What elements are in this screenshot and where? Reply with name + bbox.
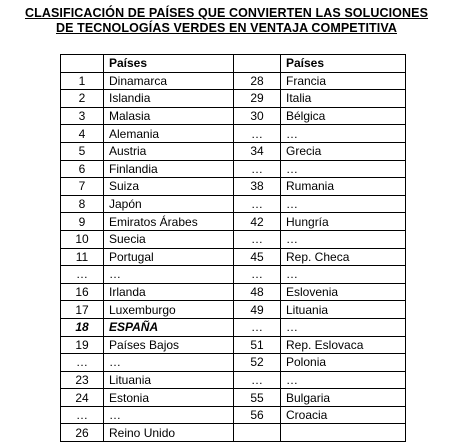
rank-left-cell: 23	[61, 371, 104, 389]
rank-right-cell: 29	[234, 90, 281, 108]
rank-right-cell: …	[234, 195, 281, 213]
document-title	[0, 6, 453, 36]
rank-right-cell: 30	[234, 107, 281, 125]
table-row	[61, 301, 406, 319]
header-rank-right	[234, 55, 281, 73]
rank-left-cell: 4	[61, 125, 104, 143]
table-row	[61, 336, 406, 354]
country-left-cell: Austria	[104, 142, 234, 160]
rank-right-cell: 56	[234, 406, 281, 424]
country-left-cell: Japón	[104, 195, 234, 213]
rank-right-cell	[234, 424, 281, 442]
table-row	[61, 107, 406, 125]
country-ranking-table	[60, 54, 406, 442]
table-row	[61, 389, 406, 407]
country-right-cell: Grecia	[281, 142, 406, 160]
country-right-cell	[281, 424, 406, 442]
country-right-cell: …	[281, 125, 406, 143]
rank-left-cell: 5	[61, 142, 104, 160]
rank-right-cell: …	[234, 160, 281, 178]
rank-left-cell: 9	[61, 213, 104, 231]
rank-left-cell: …	[61, 406, 104, 424]
country-right-cell: Bulgaria	[281, 389, 406, 407]
table-row	[61, 230, 406, 248]
rank-right-cell: 52	[234, 354, 281, 372]
country-left-cell: …	[104, 266, 234, 284]
title-line-2: DE TECNOLOGÍAS VERDES EN VENTAJA COMPETITIVA	[55, 21, 397, 35]
country-left-cell: Reino Unido	[104, 424, 234, 442]
table-row	[61, 283, 406, 301]
country-left-cell: Irlanda	[104, 283, 234, 301]
country-left-cell: Estonia	[104, 389, 234, 407]
country-right-cell: …	[281, 230, 406, 248]
rank-right-cell: 55	[234, 389, 281, 407]
table-header-row	[61, 55, 406, 73]
country-left-cell: Alemania	[104, 125, 234, 143]
table-row	[61, 248, 406, 266]
rank-right-cell: 34	[234, 142, 281, 160]
table-row	[61, 354, 406, 372]
country-right-cell: …	[281, 266, 406, 284]
country-left-cell: Malasia	[104, 107, 234, 125]
country-left-cell: Suiza	[104, 178, 234, 196]
table-row	[61, 160, 406, 178]
table-row	[61, 72, 406, 90]
rank-left-cell: 10	[61, 230, 104, 248]
rank-left-cell: 1	[61, 72, 104, 90]
country-right-cell: Bélgica	[281, 107, 406, 125]
country-right-cell: Rep. Checa	[281, 248, 406, 266]
table-row	[61, 142, 406, 160]
country-left-cell: Islandia	[104, 90, 234, 108]
country-right-cell: Hungría	[281, 213, 406, 231]
table-row	[61, 318, 406, 336]
country-right-cell: …	[281, 195, 406, 213]
rank-left-cell: 3	[61, 107, 104, 125]
table-row	[61, 266, 406, 284]
rank-right-cell: 45	[234, 248, 281, 266]
country-left-cell: …	[104, 354, 234, 372]
country-left-cell: Dinamarca	[104, 72, 234, 90]
rank-right-cell: …	[234, 125, 281, 143]
table-row	[61, 424, 406, 442]
country-right-cell: Francia	[281, 72, 406, 90]
header-country-left: Países	[104, 55, 234, 73]
rank-right-cell: 51	[234, 336, 281, 354]
rank-left-cell: 24	[61, 389, 104, 407]
country-right-cell: Eslovenia	[281, 283, 406, 301]
country-right-cell: Rumania	[281, 178, 406, 196]
rank-left-cell: 19	[61, 336, 104, 354]
rank-left-cell: 17	[61, 301, 104, 319]
country-right-cell: Polonia	[281, 354, 406, 372]
rank-right-cell: …	[234, 266, 281, 284]
rank-left-cell: 2	[61, 90, 104, 108]
rank-left-cell: 7	[61, 178, 104, 196]
country-right-cell: Rep. Eslovaca	[281, 336, 406, 354]
table-body	[61, 72, 406, 441]
country-left-cell: Países Bajos	[104, 336, 234, 354]
table-row	[61, 90, 406, 108]
country-left-cell: ESPAÑA	[104, 318, 234, 336]
table-row	[61, 213, 406, 231]
country-right-cell: Lituania	[281, 301, 406, 319]
country-left-cell: Luxemburgo	[104, 301, 234, 319]
rank-left-cell: 6	[61, 160, 104, 178]
rank-left-cell: 8	[61, 195, 104, 213]
rank-right-cell: …	[234, 318, 281, 336]
rank-left-cell: 16	[61, 283, 104, 301]
table-row	[61, 195, 406, 213]
rank-right-cell: 49	[234, 301, 281, 319]
country-left-cell: Portugal	[104, 248, 234, 266]
country-right-cell: …	[281, 318, 406, 336]
rank-right-cell: 42	[234, 213, 281, 231]
country-right-cell: …	[281, 160, 406, 178]
rank-left-cell: 26	[61, 424, 104, 442]
rank-left-cell: 18	[61, 318, 104, 336]
table-row	[61, 178, 406, 196]
country-right-cell: …	[281, 371, 406, 389]
rank-right-cell: 28	[234, 72, 281, 90]
rank-right-cell: 38	[234, 178, 281, 196]
rank-right-cell: …	[234, 230, 281, 248]
country-left-cell: Emiratos Árabes	[104, 213, 234, 231]
rank-right-cell: 48	[234, 283, 281, 301]
header-rank-left	[61, 55, 104, 73]
table-row	[61, 371, 406, 389]
country-left-cell: Lituania	[104, 371, 234, 389]
header-country-right: Países	[281, 55, 406, 73]
country-left-cell: Finlandia	[104, 160, 234, 178]
table-row	[61, 125, 406, 143]
rank-right-cell: …	[234, 371, 281, 389]
country-right-cell: Croacia	[281, 406, 406, 424]
country-right-cell: Italia	[281, 90, 406, 108]
table-row	[61, 406, 406, 424]
title-line-1: CLASIFICACIÓN DE PAÍSES QUE CONVIERTEN LAS SOLUCIONES	[24, 6, 429, 20]
rank-left-cell: 11	[61, 248, 104, 266]
country-left-cell: Suecia	[104, 230, 234, 248]
country-left-cell: …	[104, 406, 234, 424]
rank-left-cell: …	[61, 266, 104, 284]
rank-left-cell: …	[61, 354, 104, 372]
